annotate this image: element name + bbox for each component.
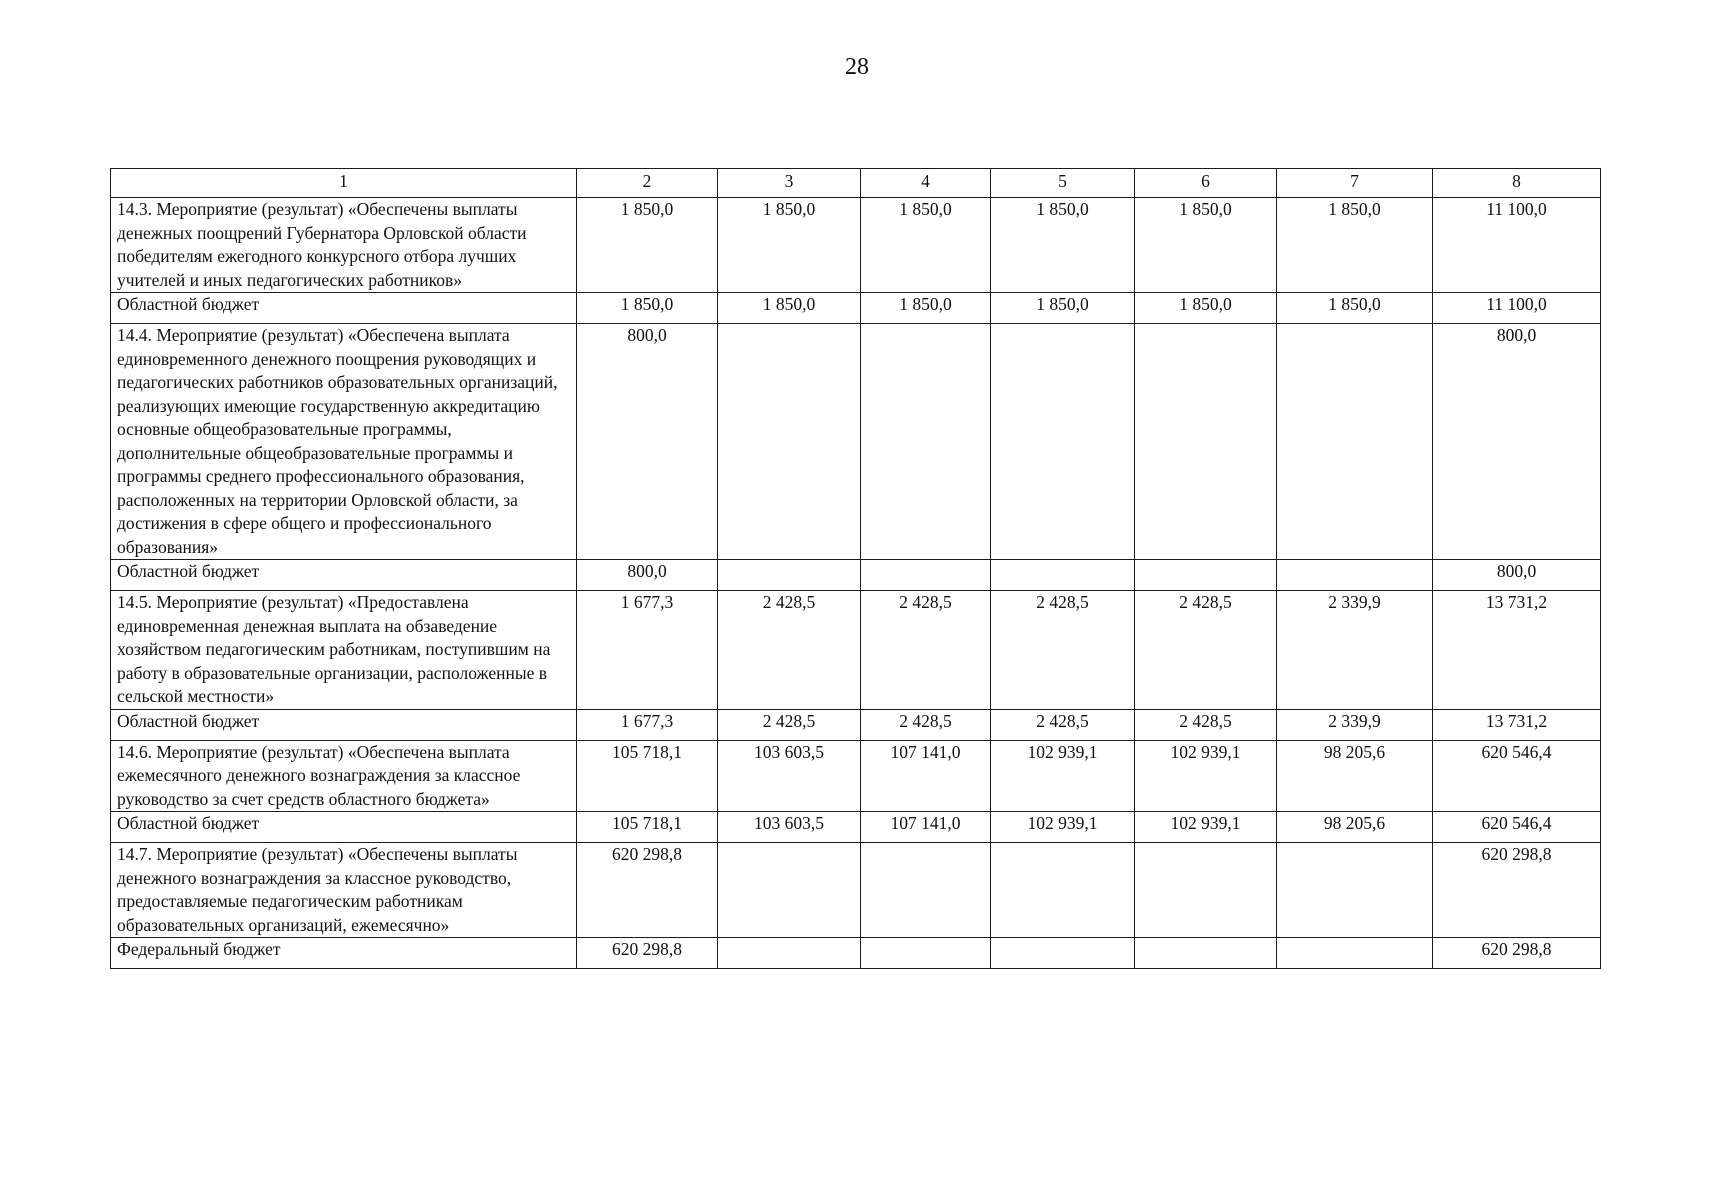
value-cell [991,324,1135,560]
column-header: 4 [861,169,991,198]
value-cell: 2 428,5 [991,709,1135,740]
value-cell [1135,843,1277,938]
value-cell: 98 205,6 [1277,812,1433,843]
value-cell [991,938,1135,969]
value-cell: 102 939,1 [991,740,1135,812]
value-cell [861,560,991,591]
total-cell: 620 546,4 [1433,812,1601,843]
value-cell [861,938,991,969]
value-cell: 1 850,0 [991,293,1135,324]
column-header: 5 [991,169,1135,198]
value-cell: 2 428,5 [1135,591,1277,710]
table-row [111,324,1601,560]
value-cell: 1 850,0 [861,198,991,293]
value-cell [991,843,1135,938]
budget-source-label: Областной бюджет [111,560,577,591]
value-cell: 107 141,0 [861,740,991,812]
total-cell: 620 546,4 [1433,740,1601,812]
activity-description: 14.7. Мероприятие (результат) «Обеспечены выплаты денежного вознаграждения за классное руководство, предоставляемые педагогическим работникам образовательных организаций, ежемесячно» [111,843,577,938]
value-cell [1277,324,1433,560]
value-cell [861,324,991,560]
value-cell: 102 939,1 [1135,740,1277,812]
table-row [111,293,1601,324]
activity-description: 14.3. Мероприятие (результат) «Обеспечены выплаты денежных поощрений Губернатора Орловской области победителям ежегодного конкурсного отбора лучших учителей и иных педагогических работников» [111,198,577,293]
value-cell [991,560,1135,591]
total-cell: 620 298,8 [1433,938,1601,969]
value-cell: 1 850,0 [718,293,861,324]
budget-source-label: Областной бюджет [111,812,577,843]
value-cell: 800,0 [577,560,718,591]
value-cell: 2 339,9 [1277,591,1433,710]
value-cell: 1 850,0 [1277,293,1433,324]
value-cell [1135,938,1277,969]
table-header-row [111,169,1601,198]
table-row [111,591,1601,710]
value-cell: 2 428,5 [718,591,861,710]
value-cell: 620 298,8 [577,843,718,938]
value-cell: 1 850,0 [861,293,991,324]
total-cell: 13 731,2 [1433,591,1601,710]
value-cell [718,324,861,560]
column-header: 1 [111,169,577,198]
value-cell: 103 603,5 [718,812,861,843]
table-row [111,938,1601,969]
table-row [111,812,1601,843]
column-header: 8 [1433,169,1601,198]
value-cell [1135,324,1277,560]
value-cell [1277,843,1433,938]
column-header: 7 [1277,169,1433,198]
column-header: 2 [577,169,718,198]
value-cell: 1 850,0 [577,198,718,293]
value-cell: 620 298,8 [577,938,718,969]
value-cell [718,938,861,969]
value-cell [861,843,991,938]
value-cell: 103 603,5 [718,740,861,812]
value-cell: 2 428,5 [861,591,991,710]
value-cell: 2 339,9 [1277,709,1433,740]
value-cell: 107 141,0 [861,812,991,843]
value-cell: 1 850,0 [718,198,861,293]
value-cell [718,560,861,591]
total-cell: 800,0 [1433,324,1601,560]
activity-description: 14.4. Мероприятие (результат) «Обеспечена выплата единовременного денежного поощрения руководящих и педагогических работников образовательных организаций, реализующих имеющие государственную аккредитацию основные общеобразовательные программы, дополнительные общеобразовательные программы и программы среднего профессионального образования, расположенных на территории Орловской области, за достижения в сфере общего и профессионального образования» [111,324,577,560]
value-cell [1277,560,1433,591]
value-cell: 105 718,1 [577,740,718,812]
budget-table [110,168,1601,969]
value-cell: 102 939,1 [1135,812,1277,843]
activity-description: 14.5. Мероприятие (результат) «Предоставлена единовременная денежная выплата на обзаведение хозяйством педагогическим работникам, поступившим на работу в образовательные организации, расположенные в сельской местности» [111,591,577,710]
value-cell [1135,560,1277,591]
table-row [111,560,1601,591]
total-cell: 11 100,0 [1433,198,1601,293]
page-number: 28 [845,54,869,80]
value-cell: 105 718,1 [577,812,718,843]
value-cell: 2 428,5 [861,709,991,740]
value-cell: 1 677,3 [577,709,718,740]
value-cell: 1 850,0 [991,198,1135,293]
table-row [111,709,1601,740]
value-cell: 1 850,0 [1135,293,1277,324]
column-header: 3 [718,169,861,198]
budget-source-label: Областной бюджет [111,709,577,740]
total-cell: 620 298,8 [1433,843,1601,938]
value-cell: 1 850,0 [1135,198,1277,293]
budget-source-label: Областной бюджет [111,293,577,324]
value-cell: 102 939,1 [991,812,1135,843]
value-cell [718,843,861,938]
table-row [111,843,1601,938]
value-cell [1277,938,1433,969]
table-row [111,740,1601,812]
total-cell: 800,0 [1433,560,1601,591]
value-cell: 1 850,0 [577,293,718,324]
value-cell: 1 850,0 [1277,198,1433,293]
activity-description: 14.6. Мероприятие (результат) «Обеспечена выплата ежемесячного денежного вознаграждения за классное руководство за счет средств областного бюджета» [111,740,577,812]
total-cell: 13 731,2 [1433,709,1601,740]
value-cell: 2 428,5 [718,709,861,740]
value-cell: 2 428,5 [991,591,1135,710]
budget-source-label: Федеральный бюджет [111,938,577,969]
total-cell: 11 100,0 [1433,293,1601,324]
table-row [111,198,1601,293]
value-cell: 2 428,5 [1135,709,1277,740]
value-cell: 800,0 [577,324,718,560]
value-cell: 98 205,6 [1277,740,1433,812]
column-header: 6 [1135,169,1277,198]
value-cell: 1 677,3 [577,591,718,710]
